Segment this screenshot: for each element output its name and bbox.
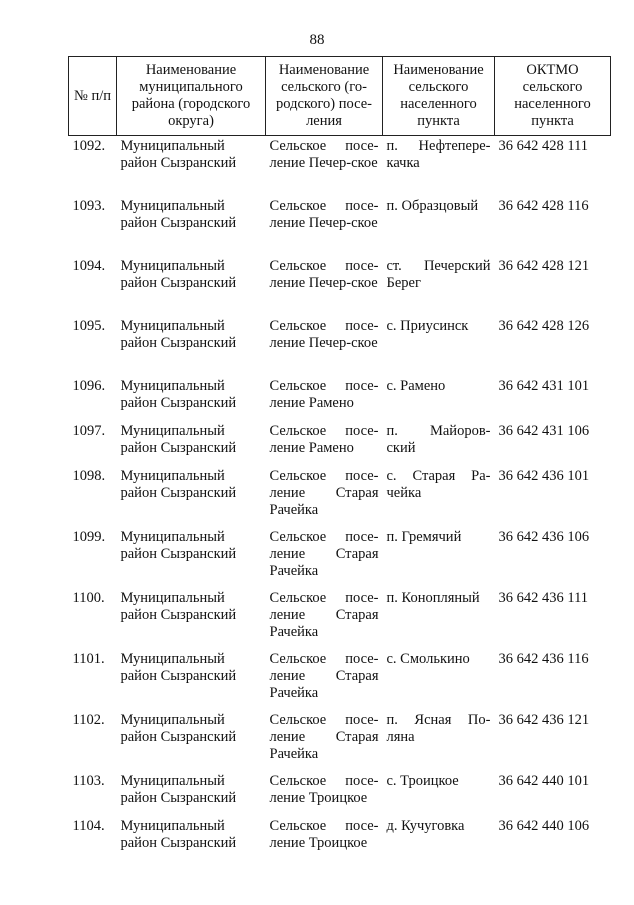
cell-num: 1096.	[72, 378, 106, 394]
table-row	[69, 527, 611, 588]
cell-district: Муниципальный район Сызранский	[120, 318, 237, 351]
cell-num: 1099.	[72, 529, 106, 545]
cell-locality: д. Кучуговка	[386, 818, 465, 834]
cell-oktmo: 36 642 431 101	[498, 378, 590, 394]
cell-settlement: Сельское посе-ление Печер-ское	[269, 138, 379, 171]
table-row	[69, 649, 611, 710]
cell-district: Муниципальный район Сызранский	[120, 468, 237, 501]
cell-locality: с. Рамено	[386, 378, 446, 394]
cell-locality: ст. Печерский Берег	[386, 258, 491, 291]
cell-settlement: Сельское посе-ление Печер-ское	[269, 198, 379, 231]
cell-locality: с. Приусинск	[386, 318, 469, 334]
cell-district: Муниципальный район Сызранский	[120, 138, 237, 171]
table-body	[69, 136, 611, 863]
cell-num: 1103.	[72, 773, 105, 789]
cell-oktmo: 36 642 436 106	[498, 529, 590, 545]
cell-settlement: Сельское посе-ление Троицкое	[269, 818, 379, 851]
table-row	[69, 771, 611, 816]
cell-locality: с. Старая Ра-чейка	[386, 468, 491, 501]
cell-district: Муниципальный район Сызранский	[120, 712, 237, 745]
cell-oktmo: 36 642 428 121	[498, 258, 590, 274]
cell-oktmo: 36 642 431 106	[498, 423, 590, 439]
cell-locality: п. Ясная По-ляна	[386, 712, 491, 745]
header-settlement: Наименование сельского (го-родского) посе-ления	[266, 57, 383, 136]
cell-oktmo: 36 642 440 101	[498, 773, 590, 789]
header-district: Наименование муниципального района (городского округа)	[117, 57, 266, 136]
cell-num: 1098.	[72, 468, 106, 484]
cell-oktmo: 36 642 428 116	[498, 198, 589, 214]
cell-locality: п. Нефтепере-качка	[386, 138, 491, 171]
cell-oktmo: 36 642 436 101	[498, 468, 590, 484]
cell-locality: п. Майоров-ский	[386, 423, 491, 456]
cell-oktmo: 36 642 428 111	[498, 138, 589, 154]
cell-num: 1092.	[72, 138, 106, 154]
cell-num: 1094.	[72, 258, 106, 274]
cell-num: 1097.	[72, 423, 106, 439]
cell-locality: с. Троицкое	[386, 773, 459, 789]
cell-settlement: Сельское посе-ление Старая Рачейка	[269, 590, 379, 640]
cell-locality: с. Смолькино	[386, 651, 470, 667]
cell-district: Муниципальный район Сызранский	[120, 651, 237, 684]
cell-district: Муниципальный район Сызранский	[120, 258, 237, 291]
cell-oktmo: 36 642 428 126	[498, 318, 590, 334]
cell-settlement: Сельское посе-ление Печер-ское	[269, 258, 379, 291]
cell-locality: п. Образцовый	[386, 198, 479, 214]
cell-settlement: Сельское посе-ление Печер-ское	[269, 318, 379, 351]
cell-num: 1095.	[72, 318, 106, 334]
cell-district: Муниципальный район Сызранский	[120, 818, 237, 851]
table-row	[69, 256, 611, 316]
cell-num: 1104.	[72, 818, 105, 834]
table-row	[69, 466, 611, 527]
cell-oktmo: 36 642 436 111	[498, 590, 589, 606]
cell-oktmo: 36 642 436 121	[498, 712, 590, 728]
table-row	[69, 136, 611, 197]
cell-locality: п. Гремячий	[386, 529, 462, 545]
cell-oktmo: 36 642 436 116	[498, 651, 589, 667]
page-number: 88	[309, 32, 325, 48]
cell-district: Муниципальный район Сызранский	[120, 378, 237, 411]
cell-settlement: Сельское посе-ление Троицкое	[269, 773, 379, 806]
table-row	[69, 588, 611, 649]
table-row	[69, 196, 611, 256]
cell-num: 1100.	[72, 590, 105, 606]
header-locality: Наименование сельского населенного пункта	[383, 57, 495, 136]
header-num: № п/п	[69, 57, 117, 136]
cell-settlement: Сельское посе-ление Старая Рачейка	[269, 651, 379, 701]
cell-district: Муниципальный район Сызранский	[120, 773, 237, 806]
cell-settlement: Сельское посе-ление Старая Рачейка	[269, 529, 379, 579]
table-row	[69, 316, 611, 376]
table-row	[69, 816, 611, 862]
cell-district: Муниципальный район Сызранский	[120, 590, 237, 623]
table-row	[69, 421, 611, 466]
cell-settlement: Сельское посе-ление Рамено	[269, 378, 379, 411]
cell-district: Муниципальный район Сызранский	[120, 423, 237, 456]
cell-oktmo: 36 642 440 106	[498, 818, 590, 834]
table-row	[69, 376, 611, 421]
header-oktmo: ОКТМО сельского населенного пункта	[495, 57, 611, 136]
cell-num: 1102.	[72, 712, 105, 728]
table-row	[69, 710, 611, 771]
cell-settlement: Сельское посе-ление Рамено	[269, 423, 379, 456]
cell-locality: п. Конопляный	[386, 590, 480, 606]
table-header	[69, 57, 611, 136]
cell-settlement: Сельское посе-ление Старая Рачейка	[269, 468, 379, 518]
cell-num: 1093.	[72, 198, 106, 214]
cell-settlement: Сельское посе-ление Старая Рачейка	[269, 712, 379, 762]
cell-district: Муниципальный район Сызранский	[120, 198, 237, 231]
cell-num: 1101.	[72, 651, 105, 667]
settlements-table	[68, 56, 611, 862]
cell-district: Муниципальный район Сызранский	[120, 529, 237, 562]
